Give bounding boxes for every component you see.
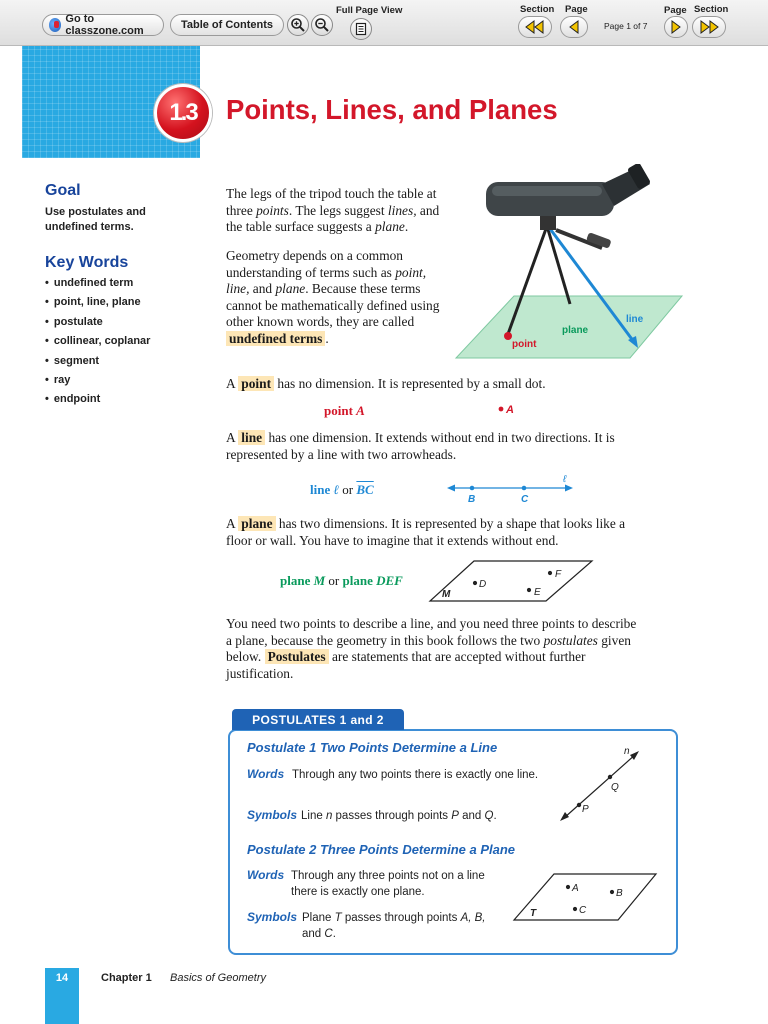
point-paragraph: A point has no dimension. It is represented by a small dot.: [226, 376, 546, 391]
lesson-title: Points, Lines, and Planes: [226, 94, 558, 125]
point-example-label: point A: [324, 403, 365, 418]
classzone-label: Go to classzone.com: [65, 13, 144, 37]
key-words-heading: Key Words: [45, 254, 129, 271]
point-b-label: B: [468, 494, 476, 505]
list-item: • ray: [45, 374, 150, 393]
photo-line-label: line: [626, 314, 644, 325]
plane-t-label: T: [530, 908, 537, 919]
table-of-contents-button[interactable]: [170, 14, 284, 36]
intro-paragraph-1: The legs of the tripod touch the table at three points. The legs suggest lines, and the table surface suggests a plane.: [226, 186, 440, 235]
key-words-list: [45, 277, 150, 413]
next-section-button[interactable]: [692, 16, 726, 38]
tripod-photo: [452, 164, 686, 364]
line-keyword: line: [238, 430, 265, 445]
toolbar: [0, 0, 768, 46]
list-item: • endpoint: [45, 393, 150, 412]
scope-highlight: [492, 186, 602, 196]
postulates-keyword: Postulates: [265, 649, 329, 664]
point-b-label-2: B: [616, 888, 623, 899]
point-a-label-2: A: [572, 883, 579, 894]
section-label-left: Section: [520, 4, 555, 15]
plane-m-shape: [430, 561, 592, 601]
postulate-2-words-key: Words: [247, 868, 285, 882]
previous-page-button[interactable]: [560, 16, 588, 38]
postulates-tab: POSTULATES 1 and 2: [232, 709, 404, 730]
goal-heading: Goal: [45, 182, 81, 199]
zoom-in-button[interactable]: [287, 14, 309, 36]
postulate-2-figure: [512, 870, 662, 924]
postulate-2-symbols-key: Symbols: [247, 910, 298, 924]
right-arrow-icon: [670, 20, 682, 34]
page-number: 14: [55, 972, 69, 984]
point-q-label: Q: [611, 782, 619, 793]
page-label-right: Page: [664, 5, 687, 16]
page-icon: [354, 22, 368, 36]
previous-section-button[interactable]: [518, 16, 552, 38]
postulate-2-symbols: Plane T passes through points A, B, and C.: [302, 912, 486, 940]
point-a-label: A: [506, 404, 514, 416]
point-b-dot: [470, 486, 475, 491]
double-right-arrow-icon: [699, 20, 719, 34]
point-figure: [496, 400, 526, 418]
plane-m-label: M: [442, 589, 451, 600]
footer-chapter: Chapter 1: [101, 972, 152, 984]
list-item: • collinear, coplanar: [45, 335, 150, 354]
line-arrowhead-right: [565, 485, 573, 492]
toc-label: Table of Contents: [180, 19, 274, 31]
intro-paragraph-2: Geometry depends on a common understanding of terms such as point, line, and plane. Because these terms cannot be mathematically defined using other known words, they are called undefined terms .: [226, 248, 440, 346]
page-indicator: Page 1 of 7: [604, 21, 648, 31]
line-paragraph: A line has one dimension. It extends without end in two directions. It is represented by a line with two arrowheads.: [226, 430, 615, 462]
point-p-label: P: [582, 804, 589, 815]
footer-chapter-title: Basics of Geometry: [170, 972, 266, 984]
zoom-out-icon: [314, 17, 330, 33]
point-d-dot: [473, 581, 477, 585]
plane-example-label: plane M or plane DEF: [280, 573, 403, 588]
postulate-1-words-key: Words: [247, 767, 285, 781]
goal-text: Use postulates and undefined terms.: [45, 206, 146, 233]
photo-plane-label: plane: [562, 325, 589, 336]
globe-icon: [49, 18, 61, 32]
point-c-dot: [522, 486, 527, 491]
point-d-label: D: [479, 579, 487, 590]
point-dot: [504, 332, 512, 340]
list-item: • undefined term: [45, 277, 150, 296]
point-c-label: C: [521, 494, 529, 505]
section-label-right: Section: [694, 4, 729, 15]
line-n-label: n: [624, 746, 630, 757]
plane-figure: [428, 558, 598, 606]
point-e-label: E: [534, 587, 541, 598]
undefined-terms-keyword: undefined terms: [226, 331, 325, 346]
postulate-2-title: Postulate 2 Three Points Determine a Plane: [247, 842, 516, 857]
point-a-dot-2: [566, 885, 570, 889]
zoom-in-icon: [290, 17, 306, 33]
point-p-dot: [577, 803, 581, 807]
double-left-arrow-icon: [525, 20, 545, 34]
full-page-view-button[interactable]: [350, 18, 372, 40]
point-f-label: F: [555, 569, 562, 580]
point-c-label-2: C: [579, 905, 587, 916]
point-a-dot: [499, 407, 504, 412]
classzone-button[interactable]: [42, 14, 164, 36]
point-keyword: point: [238, 376, 274, 391]
next-page-button[interactable]: [664, 16, 688, 38]
left-arrow-icon: [568, 20, 580, 34]
list-item: • segment: [45, 355, 150, 374]
point-q-dot: [608, 775, 612, 779]
page-label-left: Page: [565, 4, 588, 15]
line-n-arrow-left: [560, 812, 569, 821]
postulate-1-words: Through any two points there is exactly one line.: [292, 769, 539, 781]
full-page-view-label: Full Page View: [336, 5, 403, 16]
postulate-1-symbols: Line n passes through points P and Q.: [301, 810, 497, 822]
point-e-dot: [527, 588, 531, 592]
plane-paragraph: A plane has two dimensions. It is represented by a shape that looks like a floor or wall. You have to imagine that it extends without end.: [226, 516, 626, 548]
line-ell-label: ℓ: [563, 474, 567, 485]
list-item: • point, line, plane: [45, 296, 150, 315]
line-arrowhead-left: [447, 485, 455, 492]
line-n: [564, 754, 636, 818]
photo-point-label: point: [512, 339, 537, 350]
list-item: • postulate: [45, 316, 150, 335]
zoom-out-button[interactable]: [311, 14, 333, 36]
lesson-badge: 1.3: [154, 84, 212, 142]
point-f-dot: [548, 571, 552, 575]
postulate-intro-paragraph: You need two points to describe a line, and you need three points to describe a plane, because the geometry in this book follows the two postulates given below. Postulates are statements that are accepted without further justification.: [226, 616, 637, 681]
plane-keyword: plane: [238, 516, 275, 531]
postulate-2-words: Through any three points not on a line there is exactly one plane.: [291, 870, 485, 898]
point-c-dot-2: [573, 907, 577, 911]
postulate-1-figure: [556, 744, 646, 824]
postulate-1-symbols-key: Symbols: [247, 808, 298, 822]
point-b-dot-2: [610, 890, 614, 894]
line-figure: [445, 472, 575, 506]
postulate-1-title: Postulate 1 Two Points Determine a Line: [247, 740, 498, 755]
line-example-label: line ℓ or $\overline{BC}$: [310, 482, 374, 497]
